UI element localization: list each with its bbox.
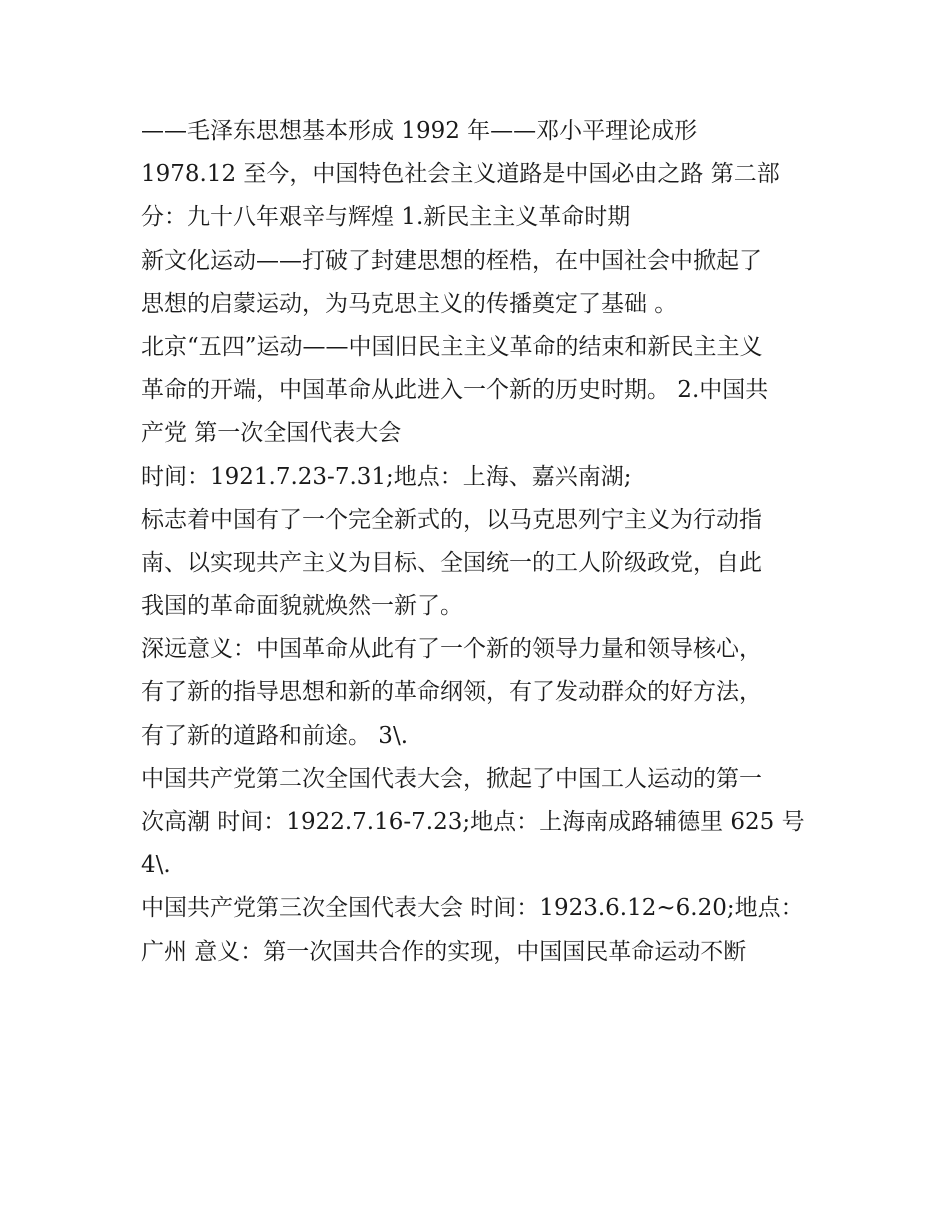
text-line: 中国共产党第二次全国代表大会，掀起了中国工人运动的第一 — [141, 765, 762, 792]
text-line: 思想的启蒙运动，为马克思主义的传播奠定了基础 。 — [141, 290, 678, 317]
text-line: 有了新的道路和前途。 3\. — [141, 722, 409, 749]
text-line: 分：九十八年艰辛与辉煌 1.新民主主义革命时期 — [141, 204, 631, 231]
text-line: 标志着中国有了一个完全新式的，以马克思列宁主义为行动指 — [141, 506, 762, 533]
text-line: 广州 意义：第一次国共合作的实现，中国国民革命运动不断 — [141, 938, 747, 965]
text-line: 有了新的指导思想和新的革命纲领，有了发动群众的好方法， — [141, 679, 762, 706]
text-line: ——毛泽东思想基本形成 1992 年——邓小平理论成形 — [141, 118, 698, 144]
text-line: 时间：1921.7.23-7.31;地点：上海、嘉兴南湖; — [141, 463, 632, 490]
text-line: 产党 第一次全国代表大会 — [141, 420, 402, 447]
text-line: 革命的开端，中国革命从此进入一个新的历史时期。 2.中国共 — [141, 377, 769, 404]
text-line: 1978.12 至今，中国特色社会主义道路是中国必由之路 第二部 — [141, 161, 780, 188]
text-line: 北京“五四”运动——中国旧民主主义革命的结束和新民主主义 — [141, 333, 763, 360]
text-line: 深远意义：中国革命从此有了一个新的领导力量和领导核心， — [141, 636, 762, 663]
text-line: 新文化运动——打破了封建思想的桎梏，在中国社会中掀起了 — [141, 247, 762, 274]
text-line: 南、以实现共产主义为目标、全国统一的工人阶级政党，自此 — [141, 549, 762, 576]
document-body — [141, 110, 821, 974]
text-line: 中国共产党第三次全国代表大会 时间：1923.6.12~6.20;地点： — [141, 895, 804, 922]
text-line: 4\. — [141, 852, 171, 879]
text-line: 我国的革命面貌就焕然一新了。 — [141, 593, 463, 620]
text-line: 次高潮 时间：1922.7.16-7.23;地点：上海南成路辅德里 625 号 — [141, 809, 805, 835]
